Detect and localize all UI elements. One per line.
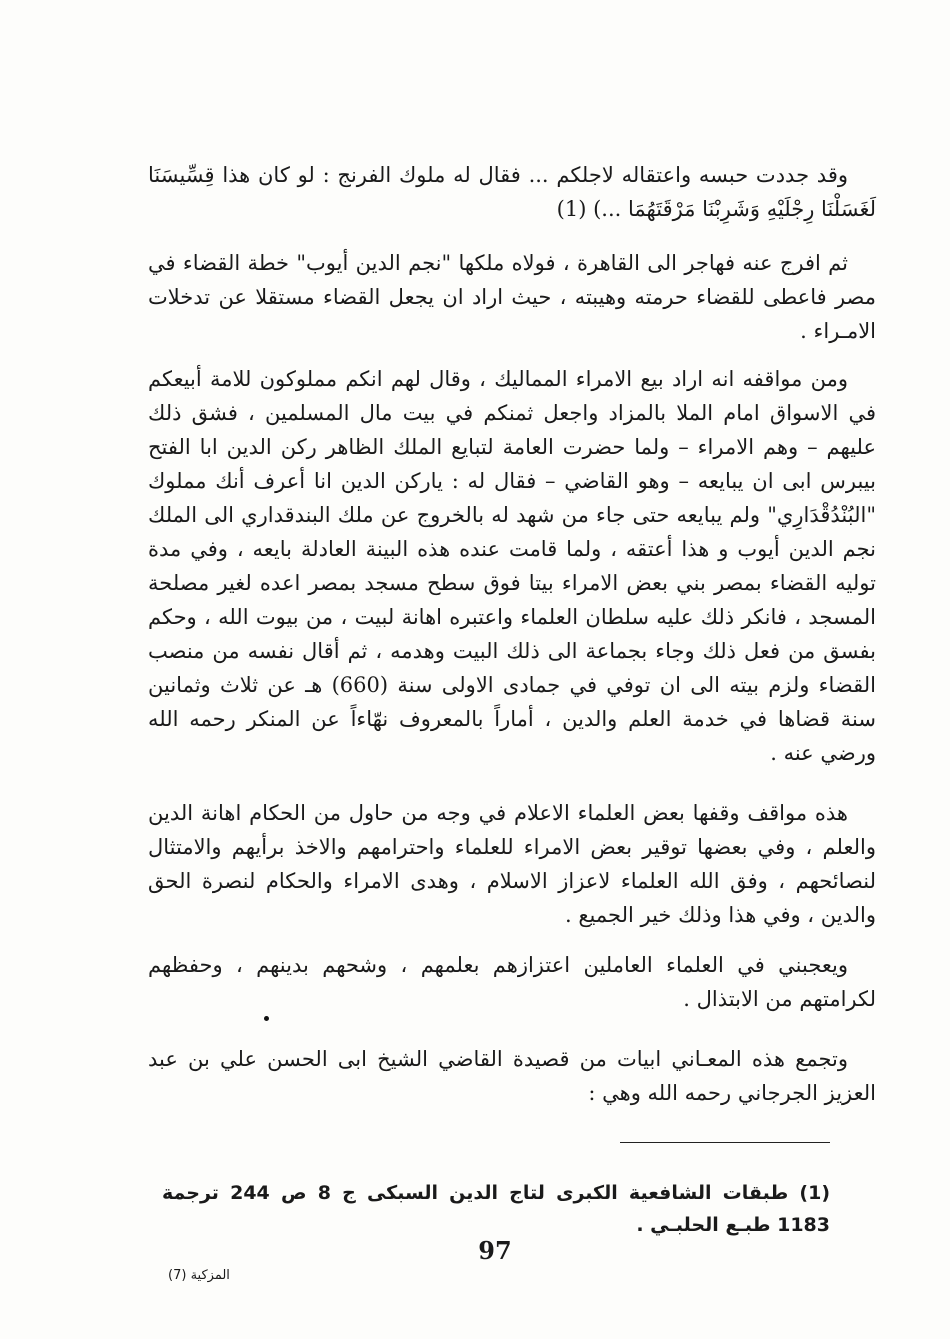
ink-dot — [264, 1016, 269, 1021]
paragraph-3: ومن مواقفه انه اراد بيع الامراء المماليك ، وقال لهم انكم مملوكون للامة أبيعكم في الاسواق امام الملا بالمزاد واجعل ثمنكم في بيت مال المسلمين ، فشق ذلك عليهم – وهم الامراء – ولما حضرت العامة لتبايع الملك الظاهر ركن الدين ابا الفتح بيبرس ابى ان يبايعه – وهو القاضي – فقال له : ياركن الدين انا أعرف أنك مملوك "البُنْدُقْدَارِي" ولم يبايعه حتى جاء من شهد له بالخروج عن ملك البندقداري الى الملك نجم الدين أيوب و هذا أعتقه ، ولما قامت عنده هذه البينة العادلة بايعه ، وفي مدة توليه القضاء بمصر بني بعض الامراء بيتا فوق سطح مسجد بمصر اعده لغير مصلحة المسجد ، فانكر ذلك عليه سلطان العلماء واعتبره اهانة لبيت ، من بيوت الله ، وحكم بفسق من فعل ذلك وجاء بجماعة الى ذلك البيت وهدمه ، ثم أقال نفسه من منصب القضاء ولزم بيته الى ان توفي في جمادى الاولى سنة (660) هـ عن ثلاث وثمانين سنة قضاها في خدمة العلم والدين ، أماراً بالمعروف نهّاءاً عن المنكر رحمه الله ورضي عنه . — [148, 367, 876, 765]
paragraph-6: وتجمع هذه المعـاني ابيات من قصيدة القاضي الشيخ ابى الحسن علي بن عبد العزيز الجرجاني رحمه الله وهي : — [148, 1047, 876, 1105]
footnote: (1) طبقات الشافعية الكبرى لتاج الدين السبكى ج 8 ص 244 ترجمة 1183 طبـع الحلبـي . — [162, 1182, 830, 1236]
paragraph-4: هذه مواقف وقفها بعض العلماء الاعلام في وجه من حاول من الحكام اهانة الدين والعلم ، وفي بعضها توقير بعض الامراء للعلماء واحترامهم والاخذ برأيهم والامتثال لنصائحهم ، وفق الله العلماء لاعزاز الاسلام ، وهدى الامراء والحكام لنصرة الحق والدين ، وفي هذا وذلك خير الجميع . — [148, 801, 876, 927]
paragraph-1: وقد جددت حبسه واعتقاله لاجلكم ... فقال له ملوك الفرنج : لو كان هذا قِسِّيسَنَا لَغَسَلْنَا رِجْلَيْهِ وَشَرِبْنَا مَرْقَتَهُمَا ...) (1) — [148, 163, 876, 221]
paragraph-5: ويعجبني في العلماء العاملين اعتزازهم بعلمهم ، وشحهم بدينهم ، وحفظهم لكرامتهم من الابتذال . — [148, 953, 876, 1011]
paragraph-2: ثم افرج عنه فهاجر الى القاهرة ، فولاه ملكها "نجم الدين أيوب" خطة القضاء في مصر فاعطى للقضاء حرمته وهيبته ، حيث اراد ان يجعل القضاء مستقلا عن تدخلات الامـراء . — [148, 251, 876, 343]
page-number: 97 — [478, 1236, 512, 1265]
printer-signature: المزكية (7) — [168, 1268, 230, 1283]
footnote-divider — [620, 1142, 830, 1143]
